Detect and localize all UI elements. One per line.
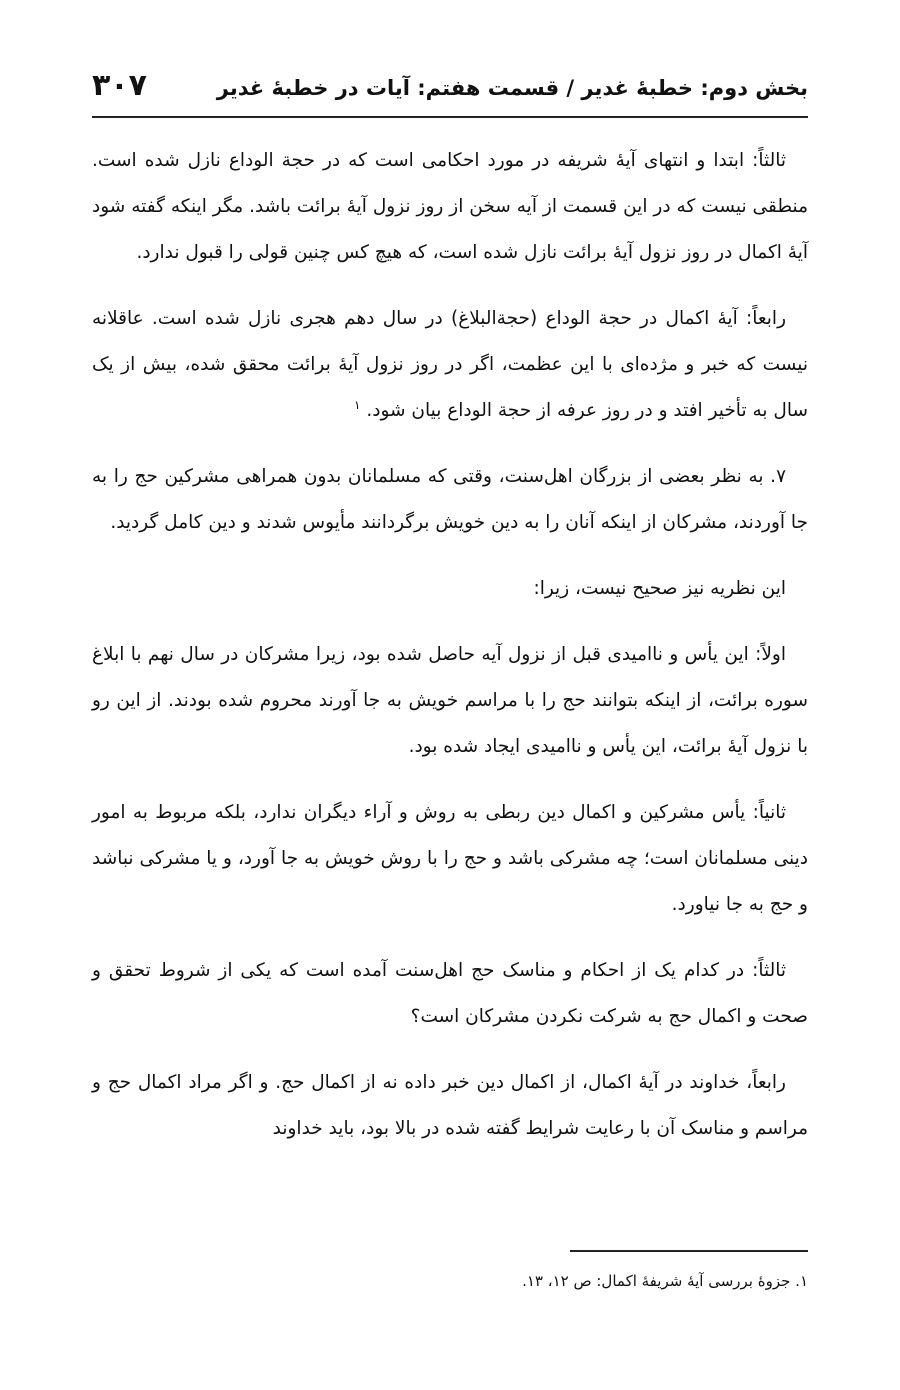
header-rule <box>92 116 808 118</box>
paragraph-text: اولاً: این یأس و ناامیدی قبل از نزول آیه حاصل شده بود، زیرا مشرکان در سال نهم با ابلاغ سوره برائت، از اینکه بتوانند حج را با مراسم خویش به جا آورند محروم شده بودند. از این رو با نزول آیۀ برائت، این یأس و ناامیدی ایجاد شده بود. <box>92 644 808 757</box>
paragraph-thaniyan <box>92 790 808 928</box>
paragraph-avvalan <box>92 632 808 770</box>
paragraph-rabian-1 <box>92 296 808 434</box>
paragraph-text: رابعاً: آیۀ اکمال در حجة الوداع (حجةالبلاغ) در سال دهم هجری نازل شده است. عاقلانه نیست که خبر و مژده‌ای با این عظمت، اگر در روز نزول آیۀ برائت محقق شده، بیش از یک سال به تأخیر افتد و در روز عرفه از حجة الوداع بیان شود. <box>92 308 808 421</box>
body-text <box>92 138 808 1172</box>
paragraph-text: رابعاً، خداوند در آیۀ اکمال، از اکمال دین خبر داده نه از اکمال حج. و اگر مراد اکمال حج و مراسم و مناسک آن با رعایت شرایط گفته شده در بالا بود، باید خداوند <box>92 1072 808 1139</box>
running-header <box>92 62 808 112</box>
paragraph-text: ۷. به نظر بعضی از بزرگان اهل‌سنت، وقتی که مسلمانان بدون همراهی مشرکین حج را به جا آوردند، مشرکان از اینکه آنان را به دین خویش برگردانند مأیوس شدند و دین کامل گردید. <box>92 466 808 533</box>
paragraph-text: ثالثاً: در کدام یک از احکام و مناسک حج اهل‌سنت آمده است که یکی از شروط تحقق و صحت و اکمال حج به شرکت نکردن مشرکان است؟ <box>92 960 808 1027</box>
paragraph-text: این نظریه نیز صحیح نیست، زیرا: <box>533 578 786 599</box>
footnote-rule <box>570 1250 808 1252</box>
paragraph-text: ثالثاً: ابتدا و انتهای آیۀ شریفه در مورد احکامی است که در حجة الوداع نازل شده است. منطقی نیست که در این قسمت از آیه سخن از روز نزول آیۀ برائت باشد. مگر اینکه گفته شود آیۀ اکمال در روز نزول آیۀ برائت نازل شده است، که هیچ کس چنین قولی را قبول ندارد. <box>92 150 808 263</box>
page-number: ۳۰۷ <box>92 68 147 103</box>
paragraph-rebuttal-intro <box>92 566 808 612</box>
paragraph-thalithan-2 <box>92 948 808 1040</box>
footnote-reference[interactable]: ۱ <box>353 397 361 412</box>
footnote: ۱. جزوۀ بررسی آیۀ شریفۀ اکمال: ص ۱۲، ۱۳. <box>522 1272 808 1290</box>
paragraph-rabian-2 <box>92 1060 808 1152</box>
paragraph-text: ثانیاً: یأس مشرکین و اکمال دین ربطی به روش و آراء دیگران ندارد، بلکه مربوط به امور دینی مسلمانان است؛ چه مشرکی باشد و حج را با روش خویش به جا آورد، و یا مشرکی نباشد و حج به جا نیاورد. <box>92 802 808 915</box>
paragraph-thalithan-1 <box>92 138 808 276</box>
paragraph-item-7 <box>92 454 808 546</box>
header-title: بخش دوم: خطبۀ غدیر / قسمت هفتم: آیات در خطبۀ غدیر <box>216 76 808 100</box>
